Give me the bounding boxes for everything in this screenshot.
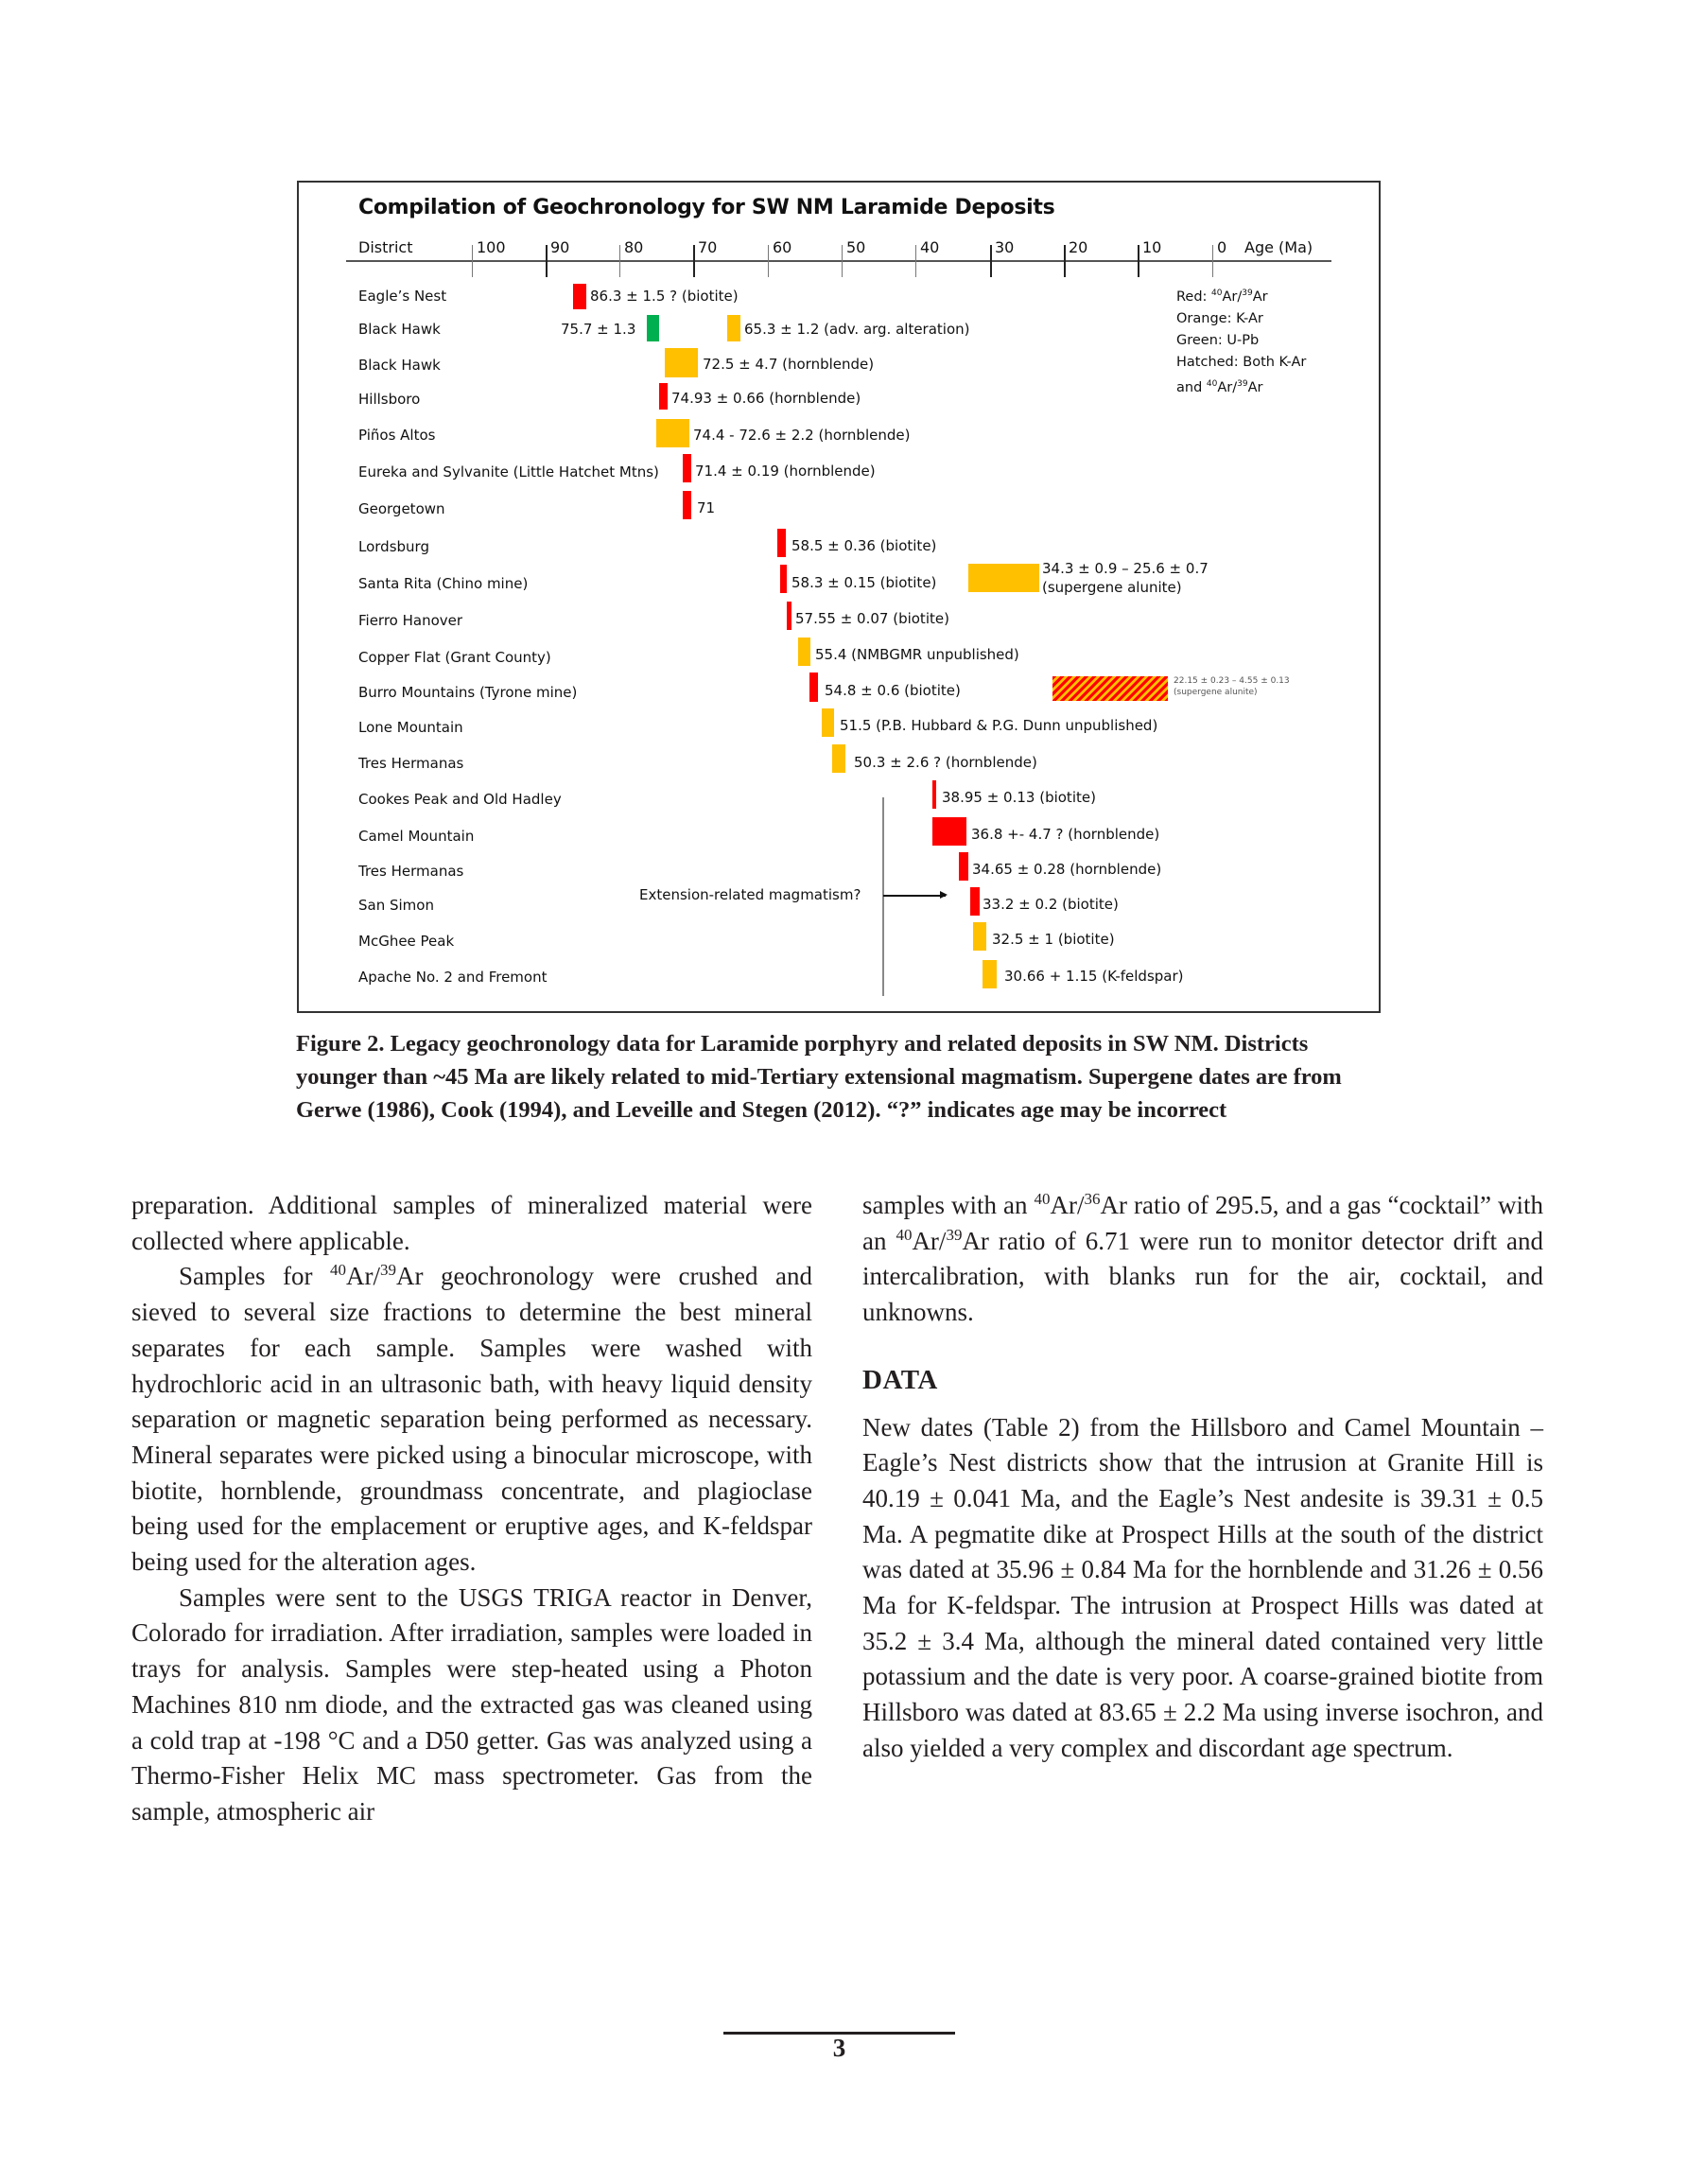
paragraph: preparation. Additional samples of mineralized material were collected where applicable.	[131, 1191, 812, 1255]
extension-annotation: Extension-related magmatism?	[639, 886, 861, 903]
bar-ar-ar	[780, 565, 787, 593]
legend-hatched: Hatched: Both K-Ar	[1176, 354, 1307, 370]
tick	[693, 245, 695, 277]
tick-label: 70	[698, 238, 718, 256]
bar-label: 30.66 + 1.15 (K-feldspar)	[1004, 968, 1184, 985]
bar-k-ar-supergene	[968, 564, 1039, 592]
row-label: Black Hawk	[358, 321, 441, 338]
bar-label: 74.93 ± 0.66 (hornblende)	[671, 390, 861, 407]
bar-hatched-both	[1052, 676, 1168, 701]
paragraph: Samples for $^{40}$Ar/$^{39}$Ar geochronology were crushed and sieved to several size fractions to determine the best mineral separates for each sample. Samples were washed with hydrochloric acid in an ultrasonic bath, with heavy liquid density separation or magnetic separation being performed as necessary. Mineral separates were picked using a binocular microscope, with biotite, hornblende, groundmass concentrate, and plagioclase being used for the emplacement or eruptive ages, and K-feldspar being used for the alteration ages.	[131, 1261, 812, 1577]
bar-label: 51.5 (P.B. Hubbard & P.G. Dunn unpublished)	[840, 717, 1158, 734]
bar-label: 71	[697, 499, 716, 516]
bar-label: 54.8 ± 0.6 (biotite)	[825, 682, 961, 699]
bar-k-ar	[832, 744, 845, 773]
bar-k-ar	[983, 960, 997, 988]
row-label: Cookes Peak and Old Hadley	[358, 791, 562, 808]
bar-ar-ar	[932, 780, 936, 809]
bar-label: 58.3 ± 0.15 (biotite)	[791, 574, 937, 591]
tick-label: 30	[995, 238, 1015, 256]
row-label: Eureka and Sylvanite (Little Hatchet Mtns)	[358, 463, 659, 480]
bar-k-ar	[656, 419, 689, 447]
tick	[619, 245, 620, 277]
tick-label: 90	[550, 238, 570, 256]
bar-label: 22.15 ± 0.23 – 4.55 ± 0.13 (supergene alunite)	[1174, 676, 1290, 697]
bar-label: 36.8 +- 4.7 ? (hornblende)	[971, 826, 1160, 843]
bar-ar-ar	[777, 529, 786, 557]
bar-ar-ar	[573, 284, 586, 309]
tick	[990, 245, 992, 277]
bar-label: 34.3 ± 0.9 – 25.6 ± 0.7 (supergene alunite)	[1042, 560, 1209, 596]
bar-u-pb	[647, 315, 659, 341]
paragraph: Samples were sent to the USGS TRIGA reactor in Denver, Colorado for irradiation. After irradiation, samples were loaded in trays for analysis. Samples were step-heated using a Photon Machines 810 nm diode, and the extracted gas was cleaned using a cold trap at -198 °C and a D50 getter. Gas was analyzed using a Thermo-Fisher Helix MC mass spectrometer. Gas from the sample, atmospheric air	[131, 1582, 812, 1826]
bar-label: 72.5 ± 4.7 (hornblende)	[703, 356, 875, 373]
row-label: Lordsburg	[358, 538, 429, 555]
bar-label: 86.3 ± 1.5 ? (biotite)	[590, 288, 739, 305]
bar-k-ar	[727, 315, 740, 341]
figure-caption: Figure 2. Legacy geochronology data for Laramide porphyry and related deposits in SW NM. Districts younger than ~45 Ma are likely related to mid-Tertiary extensional magmatism. Supergene dates are from Gerwe (1986), Cook (1994), and Leveille and Stegen (2012). “?” indicates age may be incorrect	[296, 1031, 1342, 1123]
tick-label: 40	[920, 238, 940, 256]
bar-ar-ar	[932, 817, 966, 846]
bar-ar-ar	[787, 602, 791, 630]
paragraph: New dates (Table 2) from the Hillsboro and Camel Mountain – Eagle’s Nest districts show that the intrusion at Granite Hill is 40.19 ± 0.041 Ma, and the Eagle’s Nest andesite is 39.31 ± 0.5 Ma. A pegmatite dike at Prospect Hills at the south of the district was dated at 35.96 ± 0.84 Ma for the hornblende and 31.26 ± 0.56 Ma for K-feldspar. The intrusion at Prospect Hills was dated at 35.2 ± 3.4 Ma, although the mineral dated contained very little potassium and the date is very poor. A coarse-grained biotite from Hillsboro was dated at 83.65 ± 2.2 Ma using inverse isochron, and also yielded a very complex and discordant age spectrum.	[862, 1412, 1543, 1762]
row-label: Fierro Hanover	[358, 612, 463, 629]
row-label: San Simon	[358, 897, 434, 914]
tick-label: 10	[1142, 238, 1162, 256]
row-label: Black Hawk	[358, 357, 441, 374]
tick-label: 100	[477, 238, 506, 256]
section-heading: DATA	[862, 1364, 938, 1395]
bar-ar-ar	[970, 887, 980, 916]
arrow-right-icon	[883, 895, 946, 897]
tick-label: 80	[624, 238, 644, 256]
row-label: McGhee Peak	[358, 933, 455, 950]
axis-title: Age (Ma)	[1244, 238, 1313, 256]
bar-label: 32.5 ± 1 (biotite)	[992, 931, 1115, 948]
figure-title: Compilation of Geochronology for SW NM Laramide Deposits	[358, 196, 1055, 219]
bar-k-ar	[665, 348, 698, 377]
row-label: Hillsboro	[358, 391, 421, 408]
row-label: Apache No. 2 and Fremont	[358, 969, 548, 986]
legend-hatched-2: and $^{40}$Ar/$^{39}$Ar	[1176, 378, 1263, 395]
bar-k-ar	[973, 922, 986, 951]
row-label: Tres Hermanas	[358, 755, 464, 772]
bar-label: 71.4 ± 0.19 (hornblende)	[695, 463, 876, 480]
bar-label: 58.5 ± 0.36 (biotite)	[791, 537, 937, 554]
tick-label: 0	[1217, 238, 1227, 256]
bar-label: 50.3 ± 2.6 ? (hornblende)	[854, 754, 1037, 771]
tick	[472, 245, 473, 277]
tick	[768, 245, 769, 277]
tick	[1138, 245, 1139, 277]
bar-k-ar	[798, 638, 810, 666]
row-label: Copper Flat (Grant County)	[358, 649, 551, 666]
bar-label: 74.4 - 72.6 ± 2.2 (hornblende)	[693, 427, 911, 444]
bar-label: 75.7 ± 1.3	[561, 321, 636, 338]
row-label: Tres Hermanas	[358, 863, 464, 880]
bar-label: 34.65 ± 0.28 (hornblende)	[972, 861, 1162, 878]
bar-k-ar	[822, 708, 834, 737]
geochronology-figure	[297, 181, 1381, 1013]
tick-label: 20	[1069, 238, 1088, 256]
page-number: 3	[832, 2034, 846, 2062]
bar-label: 55.4 (NMBGMR unpublished)	[815, 646, 1019, 663]
legend-red: Red: $^{40}$Ar/$^{39}$Ar	[1176, 288, 1268, 305]
tick	[1064, 245, 1066, 277]
row-label: Lone Mountain	[358, 719, 463, 736]
paragraph: samples with an $^{40}$Ar/$^{36}$Ar ratio of 295.5, and a gas “cocktail” with an $^{40}$Ar/$^{39}$Ar ratio of 6.71 were run to monitor detector drift and intercalibration, with blanks run for the air, cocktail, and unknowns.	[862, 1190, 1543, 1327]
row-label: Eagle’s Nest	[358, 288, 447, 305]
body-column-left	[131, 1188, 812, 1830]
bar-label: 57.55 ± 0.07 (biotite)	[795, 610, 949, 627]
row-label: Santa Rita (Chino mine)	[358, 575, 529, 592]
bar-ar-ar	[809, 673, 818, 702]
row-label: Camel Mountain	[358, 828, 475, 845]
tick	[915, 245, 916, 277]
extension-divider-line	[882, 797, 884, 996]
tick-label: 60	[773, 238, 792, 256]
bar-ar-ar	[683, 491, 691, 519]
row-label: Piños Altos	[358, 427, 436, 444]
row-label: Georgetown	[358, 500, 445, 517]
legend	[1176, 283, 1306, 399]
bar-ar-ar	[683, 454, 691, 482]
bar-ar-ar	[959, 852, 968, 881]
row-label: Burro Mountains (Tyrone mine)	[358, 684, 578, 701]
body-column-right	[862, 1188, 1543, 1767]
tick-label: 50	[846, 238, 866, 256]
tick	[1212, 245, 1213, 277]
district-header: District	[358, 238, 413, 256]
legend-green: Green: U-Pb	[1176, 332, 1260, 348]
tick	[842, 245, 843, 277]
bar-label: 38.95 ± 0.13 (biotite)	[942, 789, 1096, 806]
tick	[546, 245, 548, 277]
bar-label: 33.2 ± 0.2 (biotite)	[983, 896, 1119, 913]
age-axis	[346, 260, 1331, 262]
bar-ar-ar	[659, 383, 668, 410]
legend-orange: Orange: K-Ar	[1176, 310, 1263, 326]
bar-label: 65.3 ± 1.2 (adv. arg. alteration)	[744, 321, 970, 338]
